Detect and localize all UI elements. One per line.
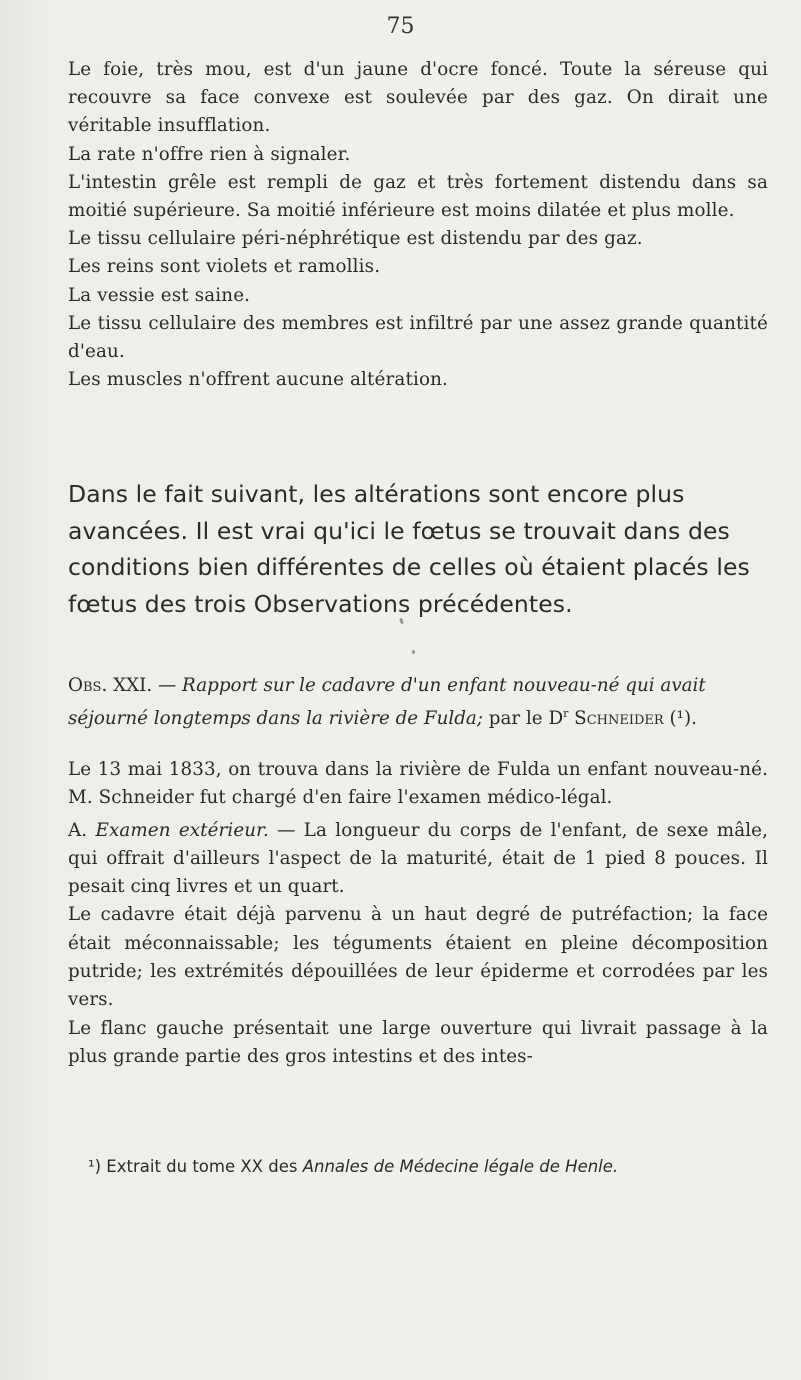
footnote-text: Extrait du tome XX des — [101, 1157, 303, 1176]
section-a-label: A. — [68, 819, 88, 841]
section-a-text: — La longueur du corps de l'enfant, de sexe mâle, qui offrait d'ailleurs l'aspect de la maturité, était de 1 pied 8 pouces. Il pesait cinq livres et un quart. — [68, 819, 768, 898]
section-a-heading: Examen extérieur. — [95, 819, 269, 841]
paragraph-limbs: Le tissu cellulaire des membres est infiltré par une assez grande quantité d'eau. — [68, 312, 768, 363]
paragraph-perinephric: Le tissu cellulaire péri-néphrétique est distendu par des gaz. — [68, 228, 643, 250]
section-a-paragraph — [68, 817, 768, 902]
observation-label: Obs. XXI. — [68, 675, 153, 696]
observation-by-sup: r — [563, 706, 569, 720]
observation-title: Rapport sur le cadavre d'un enfant nouveau-né qui avait séjourné longtemps dans la rivière de Fulda; — [68, 675, 706, 729]
narrative-paragraph: Le 13 mai 1833, on trouva dans la rivière de Fulda un enfant nouveau-né. M. Schneider fut chargé d'en faire l'examen médico-légal. — [68, 759, 768, 809]
footnote-source: Annales de Médecine légale de Henle. — [302, 1157, 619, 1176]
paragraph-spleen: La rate n'offre rien à signaler. — [68, 143, 351, 165]
footnote-marker: ¹) — [88, 1157, 102, 1176]
paragraph-muscles: Les muscles n'offrent aucune altération. — [68, 369, 448, 391]
narrative-block — [68, 756, 768, 1071]
upper-text-block — [68, 56, 768, 394]
paragraph-liver: Le foie, très mou, est d'un jaune d'ocre foncé. Toute la séreuse qui recouvre sa face convexe est soulevée par des gaz. On dirait une véritable insufflation. — [68, 59, 768, 137]
observation-title-line — [68, 672, 768, 732]
paper-speck — [412, 650, 415, 654]
paragraph-bladder: La vessie est saine. — [68, 284, 251, 306]
observation-dash: — — [152, 675, 183, 696]
paragraph-intestine: L'intestin grêle est rempli de gaz et très fortement distendu dans sa moitié supérieure. Sa moitié inférieure est moins dilatée et plus molle. — [68, 171, 768, 222]
intro-paragraph: Dans le fait suivant, les altérations sont encore plus avancées. Il est vrai qu'ici le fœtus se trouvait dans des conditions bien différentes de celles où étaient placés les fœtus des trois Observations précédentes. — [68, 480, 750, 618]
observation-by: par le D — [483, 707, 564, 729]
paragraph-kidneys: Les reins sont violets et ramollis. — [68, 256, 381, 278]
putrefaction-paragraph: Le cadavre était déjà parvenu à un haut degré de putréfaction; la face était méconnaissable; les téguments étaient en pleine décomposition putride; les extrémités dépouillées de leur épiderme et corrodées par les vers. — [68, 904, 768, 1011]
observation-heading — [68, 672, 768, 732]
flank-paragraph: Le flanc gauche présentait une large ouverture qui livrait passage à la plus grande partie des gros intestins et des intes- — [68, 1017, 768, 1067]
page-number: 75 — [386, 14, 415, 39]
intro-block — [68, 476, 784, 622]
observation-author: Schneider — [568, 707, 664, 729]
footnote — [88, 1156, 778, 1178]
footnote-reference: (¹). — [663, 707, 697, 729]
